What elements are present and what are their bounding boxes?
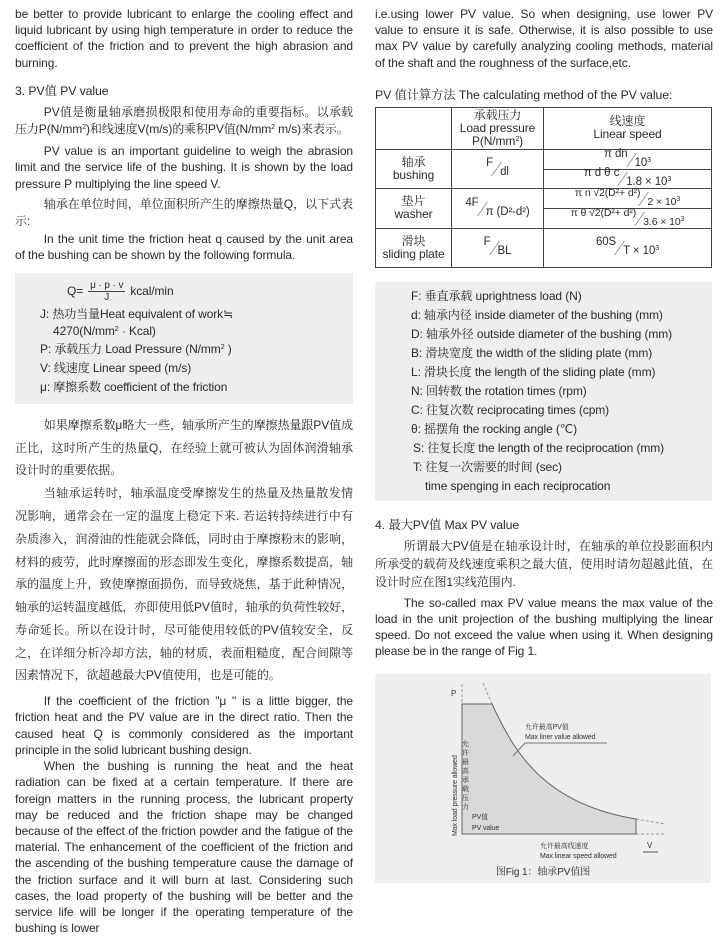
legend-item: B: 滑块宽度 the width of the sliding plate (mm)	[411, 345, 653, 360]
table-header-row: 承载压力 Load pressure $P(N/mm^2)$ 线速度 Linear speed	[376, 107, 712, 149]
heat-intro-cn: 轴承在单位时间，单位面积所产生的摩擦热量Q，以下式表示:	[15, 197, 353, 228]
table-row: 垫片 washer 4Fπ (D²-d²) π n $√2(D^2+ d^2)2 \times 10^3$	[376, 188, 712, 208]
legend-item: L: 滑块长度 the length of the sliding plate (mm)	[411, 364, 656, 379]
legend-item: D: 轴承外径 outside diameter of the bushing (mm)	[411, 326, 673, 341]
formula-box: Q= $\frac{\mu \cdot p \cdot v}{J}$ kcal/min J: 热功当量Heat equivalent of work≒ $4270(N/mm^2$ · Kcal) P: 承载压力 Load Pressure ($N/mm^2$ ) V: 线速度 Linear speed (m/s) μ: 摩擦系数 coefficient of the friction	[15, 273, 353, 404]
right-column	[375, 6, 713, 883]
curve-label-en: Max liner value allowed	[525, 733, 596, 741]
friction-cn-2: 当轴承运转时，轴承温度受摩擦发生的热量及热量散发情况影响，通常会在一定的温度上稳定下来. 若运转持续进行中有杂质渗入，润滑油的性能就会降低，同时由于摩擦粉末的影响，材料的疲劳，此时摩擦面的形态即发生变化，摩擦系数提高，轴承的温度上升，致使摩擦面损伤，而导致烧焦，基于此种情况，轴承的运转温度越低，亦即使用低PV值时，轴承的负荷性较好，寿命延长。所以在设计时，尽可能使用较低的PV值较安全，反之，在详细分析冷却方法，轴的材质，表面粗糙度，配合间隙等因素情况下，欲超越最大PV值使用，也是可能的。	[15, 486, 353, 683]
table-row: 轴承 bushing Fdl π $dn10^3$	[376, 149, 712, 169]
lower-pv-paragraph: i.e.using lower PV value. So when designing, use lower PV value to ensure it is safe. Otherwise, it is also possible to use max PV value by carefully analyzing cooling methods, material of the shaft and the roughness of the surface,etc.	[375, 7, 713, 70]
v-axis-label: V	[647, 840, 653, 850]
table-title: PV 值计算方法 The calculating method of the PV value:	[375, 87, 673, 102]
pv-definition-en: PV value is an important guideline to weigh the abrasion limit and the service life of the bushing. It is shown by the load pressure P multiplying the line speed V.	[15, 143, 353, 191]
p-definition: P: 承载压力 Load Pressure ($N/mm^2$ )	[40, 341, 232, 356]
friction-cn-1: 如果摩擦系数μ略大一些，轴承所产生的摩擦热量跟PV值成正比，这时所产生的热量Q，在经验上就可被认为固体润滑轴承设计时的重要依据。	[15, 417, 353, 478]
pv-calculation-table: 承载压力 Load pressure $P(N/mm^2)$ 线速度 Linear speed 轴承 bushing Fdl π $dn10^3$ π d θ $c1.8 \times 10^3$ 垫片 washer 4Fπ (D²-d²) π n $√2(D^2+ d^2)2 \times 10^3$ π θ $√2(D^2+ d^2)3.6 \times 10^3$ 滑块 sliding plate FBL $60ST \times 10^3$	[375, 107, 712, 268]
friction-en-2: When the bushing is running the heat and the heat radiation can be fixed at a certain temperature. If there are foreign matters in the running process, the lubricant property may be reduced and the friction shape may be changed because of the effect of the friction powder and the fatigue of the material. The enhancement of the coefficient of the friction and the ascending of the bushing temperature cause the damage of the friction surface and it will burn at last. Considering such cases, the load property of the bushing will be better and the service life will be longer if the operating temperature of the bushing is lower	[15, 759, 353, 936]
x-axis-label-cn: 允许最高线速度	[540, 842, 589, 850]
figure-1	[375, 674, 711, 883]
y-axis-label-cn: 允许最高承载压力	[462, 740, 469, 811]
mu-definition: μ: 摩擦系数 coefficient of the friction	[40, 379, 228, 394]
legend-item: T: 往复一次需要的时间 (sec)	[413, 459, 562, 474]
section-4-title: 4. 最大PV值 Max PV value	[375, 517, 520, 532]
x-axis-label-en: Max linear speed allowed	[540, 852, 617, 860]
p-axis-label: P	[451, 688, 457, 698]
legend-item: N: 回转数 the rotation times (rpm)	[411, 383, 587, 398]
figure-caption: 图Fig 1：轴承PV值图	[495, 866, 591, 878]
area-label-en: PV value	[472, 824, 500, 832]
pv-definition-cn: PV值是衡量轴承磨损极限和使用寿命的重要指标。以承载压力$P(N/mm^2)$和线速度V(m/s)的乘积PV值($N/mm^2$ m/s)来表示。	[15, 104, 353, 137]
legend-item: d: 轴承内径 inside diameter of the bushing (mm)	[411, 307, 663, 322]
left-column	[15, 6, 353, 936]
section-3-title: 3. PV值 PV value	[15, 83, 109, 98]
friction-en-1: If the coefficient of the friction "μ " is a little bigger, the friction heat and the PV value are in the direct ratio. Then the caused heat Q is commonly considered as the important principle in the solid lubricant bushing design.	[15, 694, 353, 757]
pv-diagram	[375, 674, 711, 883]
variables-legend-box	[375, 282, 712, 501]
intro-paragraph: be better to provide lubricant to enlarge the cooling effect and liquid lubricant by using high temperature in order to reduce the coefficient of the friction and to prevent the high abrasion and burning.	[15, 7, 353, 70]
v-definition: V: 线速度 Linear speed (m/s)	[40, 360, 192, 375]
heat-formula: Q= $\frac{\mu \cdot p \cdot v}{J}$ kcal/min	[67, 279, 174, 303]
curve-label-cn: 允许最高PV值	[525, 723, 569, 731]
y-axis-label-en: Max load pressure allowed	[452, 754, 459, 836]
heat-intro-en: In the unit time the friction heat q caused by the unit area of the bushing can be shown by the following formula.	[15, 231, 353, 263]
area-label-cn: PV值	[472, 813, 489, 821]
max-pv-en: The so-called max PV value means the max value of the load in the unit projection of the bushing multiplying the linear speed. Do not exceed the value when using it. When designing please be in the range of Fig 1.	[375, 595, 713, 659]
legend-item: θ: 摇摆角 the rocking angle (℃)	[411, 421, 578, 436]
curve-extension-dash	[483, 683, 492, 704]
j-definition: J: 热功当量Heat equivalent of work≒	[40, 306, 234, 321]
legend-item: F: 垂直承载 uprightness load (N)	[411, 288, 582, 303]
legend-item: C: 往复次数 reciprocating times (cpm)	[411, 402, 610, 417]
max-pv-cn: 所谓最大PV值是在轴承设计时，在轴承的单位投影面积内所承受的载荷及线速度乘积之最大值，使用时请勿超越此值，在设计时应在图1实线范围内.	[375, 538, 713, 589]
legend-item: S: 往复长度 the length of the reciprocation (mm)	[413, 440, 665, 455]
table-row: 滑块 sliding plate FBL $60ST \times 10^3$	[376, 228, 712, 267]
legend-item: time spenging in each reciprocation	[425, 478, 611, 493]
